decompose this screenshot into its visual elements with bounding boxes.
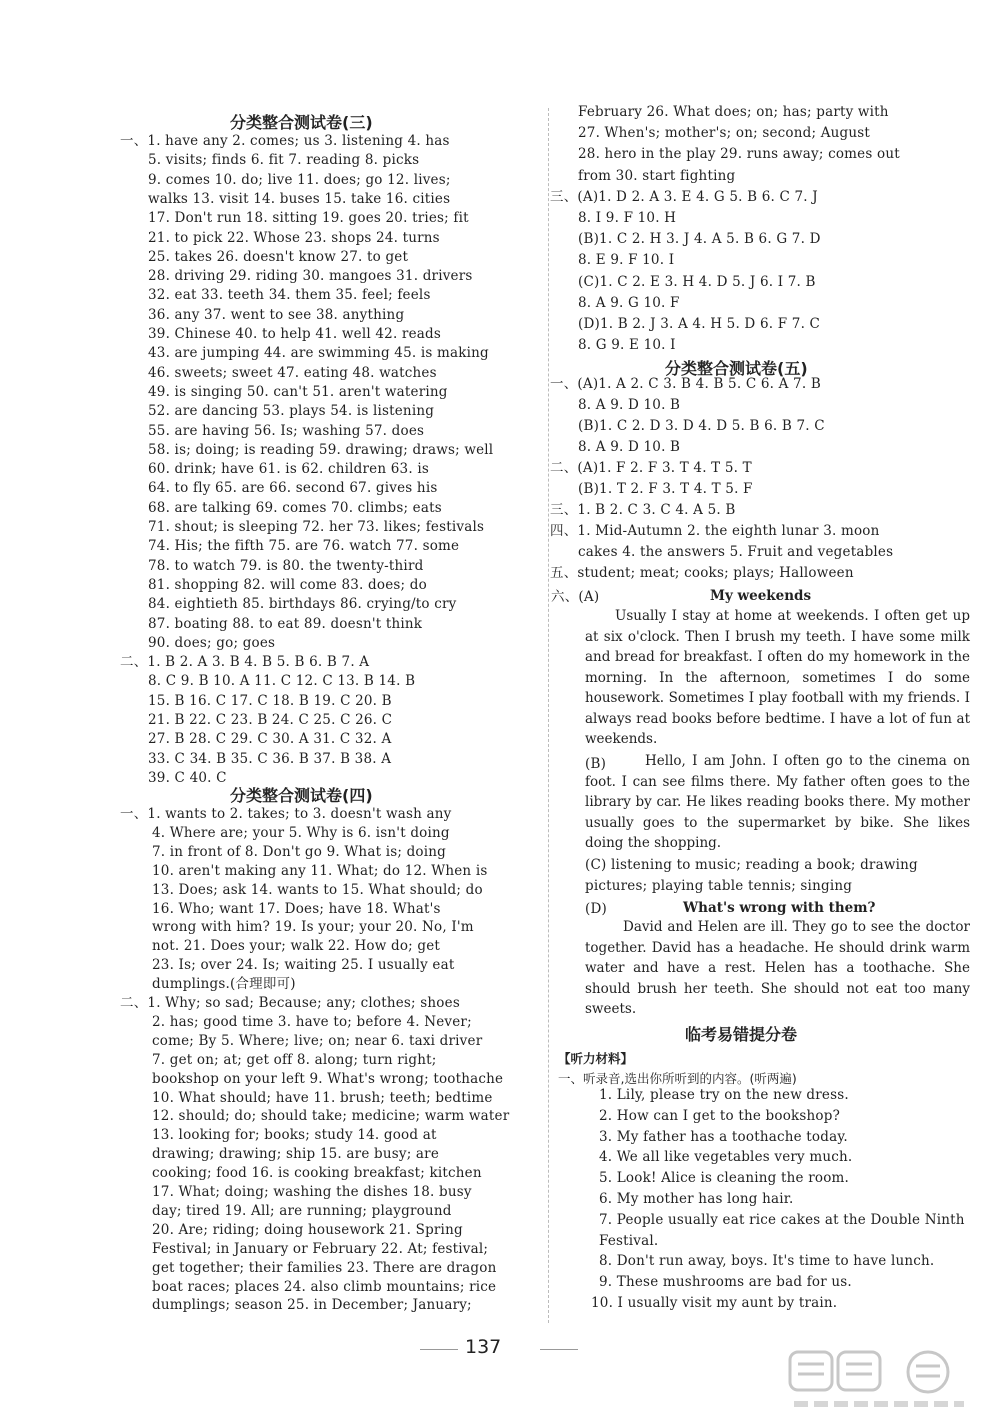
- part-six-label: 六、(A): [551, 589, 600, 605]
- answer-line: 一、1. wants to 2. takes; to 3. doesn't wash any: [120, 806, 452, 822]
- section-heading-4: 分类整合测试卷(四): [230, 786, 373, 805]
- section-heading-3: 分类整合测试卷(三): [230, 113, 373, 132]
- final-paper-heading: 临考易错提分卷: [685, 1025, 798, 1044]
- page-number-dash-right: [540, 1349, 578, 1350]
- answer-line: 三、1. B 2. C 3. C 4. A 5. B: [550, 502, 736, 518]
- answer-line: (D)1. B 2. J 3. A 4. H 5. D 6. F 7. C: [578, 316, 821, 332]
- answer-line: 五、student; meat; cooks; plays; Halloween: [550, 565, 854, 581]
- answer-line: 8. A 9. D 10. B: [578, 439, 681, 455]
- answer-line: 39. C 40. C: [148, 769, 227, 786]
- answer-line: 7. in front of 8. Don't go 9. What is; doing: [152, 843, 447, 860]
- answer-line: cakes 4. the answers 5. Fruit and vegetables: [578, 544, 894, 560]
- answer-line: (B)1. C 2. H 3. J 4. A 5. B 6. G 7. D: [578, 231, 821, 248]
- answer-line: 4. Where are; your 5. Why is 6. isn't doing: [152, 824, 450, 841]
- listening-item: 9. These mushrooms are bad for us.: [599, 1274, 852, 1291]
- essay-d-title: What's wrong with them?: [683, 900, 876, 916]
- listening-item: 1. Lily, please try on the new dress.: [599, 1087, 849, 1103]
- answer-line: pictures; playing table tennis; singing: [585, 878, 853, 894]
- listening-item: 7. People usually eat rice cakes at the Double Ninth: [599, 1211, 965, 1228]
- answer-line: 28. driving 29. riding 30. mangoes 31. drivers: [148, 268, 473, 285]
- column-divider: [548, 108, 549, 1323]
- answer-line: 一、(A)1. A 2. C 3. B 4. B 5. C 6. A 7. B: [550, 376, 821, 392]
- answer-line: 90. does; go; goes: [148, 634, 276, 651]
- answer-line: 55. are having 56. Is; washing 57. does: [148, 422, 425, 439]
- answer-line: 8. G 9. E 10. I: [578, 337, 676, 354]
- answer-line: wrong with him? 19. Is your; your 20. No, I'm: [152, 919, 474, 936]
- listening-item: 10. I usually visit my aunt by train.: [591, 1295, 838, 1311]
- answer-line: (B)1. C 2. D 3. D 4. D 5. B 6. B 7. C: [578, 418, 825, 434]
- answer-line: Festival; in January or February 22. At; festival;: [152, 1240, 489, 1257]
- answer-line: 71. shout; is sleeping 72. her 73. likes; festivals: [148, 519, 485, 535]
- answer-line: 13. looking for; books; study 14. good at: [152, 1127, 437, 1144]
- watermark-logo: [788, 1350, 973, 1412]
- answer-line: 10. What should; have 11. brush; teeth; bedtime: [152, 1089, 493, 1106]
- essay-a: [585, 606, 970, 750]
- answer-line: not. 21. Does your; walk 22. How do; get: [152, 938, 441, 955]
- answer-line: 15. B 16. C 17. C 18. B 19. C 20. B: [148, 692, 392, 709]
- answer-line: 78. to watch 79. is 80. the twenty-third: [148, 557, 424, 574]
- listening-instruction: 一、听录音,选出你所听到的内容。(听两遍): [558, 1071, 797, 1086]
- answer-line: 64. to fly 65. are 66. second 67. gives his: [148, 480, 438, 497]
- answer-line: 49. is singing 50. can't 51. aren't watering: [148, 383, 448, 400]
- listening-item: 8. Don't run away, boys. It's time to have lunch.: [599, 1253, 935, 1270]
- answer-line: 52. are dancing 53. plays 54. is listening: [148, 403, 435, 420]
- answer-line: 84. eightieth 85. birthdays 86. crying/to cry: [148, 596, 457, 613]
- page-number-dash-left: [420, 1349, 458, 1350]
- essay-a-title: My weekends: [710, 588, 812, 604]
- answer-line: boat races; places 24. also climb mountains; rice: [152, 1278, 497, 1295]
- answer-line: 13. Does; ask 14. wants to 15. What should; do: [152, 881, 483, 898]
- essay-d-text: David and Helen are ill. They go to see the doctor together. David has a headache. He should drink warm water and have a rest. Helen has a toothache. She should brush her teeth. She should not eat too many sweets.: [585, 919, 970, 1017]
- page-number: 137: [465, 1336, 502, 1358]
- answer-line: 58. is; doing; is reading 59. drawing; draws; well: [148, 441, 494, 458]
- answer-line: 8. C 9. B 10. A 11. C 12. C 13. B 14. B: [148, 673, 416, 690]
- answer-line: 17. Don't run 18. sitting 19. goes 20. tries; fit: [148, 210, 469, 227]
- answer-line: February 26. What does; on; has; party with: [578, 104, 889, 120]
- answer-line: 87. boating 88. to eat 89. doesn't think: [148, 615, 423, 632]
- answer-line: get together; their families 23. There are dragon: [152, 1259, 497, 1276]
- answer-line: come; By 5. Where; live; on; near 6. taxi driver: [152, 1032, 483, 1049]
- answer-line: 一、1. have any 2. comes; us 3. listening 4. has: [120, 133, 450, 149]
- answer-line: 36. any 37. went to see 38. anything: [148, 306, 405, 323]
- essay-b: [585, 751, 970, 854]
- answer-line: bookshop on your left 9. What's wrong; toothache: [152, 1070, 504, 1087]
- essay-b-label: (B): [585, 756, 607, 772]
- listening-item: 5. Look! Alice is cleaning the room.: [599, 1170, 850, 1187]
- answer-line: drawing; drawing; ship 15. are busy; are: [152, 1146, 440, 1163]
- answer-line: 二、1. Why; so sad; Because; any; clothes; shoes: [120, 995, 460, 1011]
- answer-line: 25. takes 26. doesn't know 27. to get: [148, 248, 409, 265]
- answer-line: 68. are talking 69. comes 70. climbs; eats: [148, 499, 442, 516]
- answer-line: 8. A 9. G 10. F: [578, 294, 680, 311]
- answer-line: cooking; food 16. is cooking breakfast; kitchen: [152, 1165, 482, 1182]
- answer-line: walks 13. visit 14. buses 15. take 16. cities: [148, 190, 451, 207]
- answer-line: 12. should; do; should take; medicine; warm water: [152, 1108, 510, 1125]
- answer-line: dumplings.(合理即可): [152, 976, 296, 993]
- answer-line: 43. are jumping 44. are swimming 45. is making: [148, 345, 489, 362]
- answer-line: 74. His; the fifth 75. are 76. watch 77. some: [148, 538, 460, 555]
- answer-line: 27. When's; mother's; on; second; August: [578, 125, 871, 142]
- essay-d-label: (D): [585, 901, 607, 917]
- section-heading-5: 分类整合测试卷(五): [665, 359, 808, 378]
- answer-line: 21. to pick 22. Whose 23. shops 24. turns: [148, 229, 440, 246]
- answer-line: (C) listening to music; reading a book; drawing: [585, 857, 918, 873]
- answer-line: 7. get on; at; get off 8. along; turn right;: [152, 1051, 437, 1068]
- answer-line: 20. Are; riding; doing housework 21. Spring: [152, 1221, 463, 1238]
- answer-line: 二、(A)1. F 2. F 3. T 4. T 5. T: [550, 460, 752, 476]
- answer-line: 5. visits; finds 6. fit 7. reading 8. picks: [148, 152, 420, 169]
- listening-item: 6. My mother has long hair.: [599, 1191, 794, 1207]
- answer-line: 二、1. B 2. A 3. B 4. B 5. B 6. B 7. A: [120, 654, 370, 671]
- essay-d: [585, 917, 970, 1020]
- listening-material-label: 【听力材料】: [558, 1051, 634, 1066]
- answer-line: 17. What; doing; washing the dishes 18. busy: [152, 1184, 472, 1200]
- answer-line: 三、(A)1. D 2. A 3. E 4. G 5. B 6. C 7. J: [550, 188, 818, 205]
- listening-item: 3. My father has a toothache today.: [599, 1128, 848, 1145]
- answer-line: dumplings; season 25. in December; January;: [152, 1297, 472, 1314]
- answer-line: 39. Chinese 40. to help 41. well 42. reads: [148, 326, 441, 342]
- answer-line: 28. hero in the play 29. runs away; comes out: [578, 146, 900, 163]
- answer-line: 16. Who; want 17. Does; have 18. What's: [152, 900, 441, 917]
- listening-item: Festival.: [599, 1232, 659, 1249]
- answer-line: day; tired 19. All; are running; playground: [152, 1202, 452, 1219]
- answer-line: 8. I 9. F 10. H: [578, 210, 677, 226]
- listening-item: 2. How can I get to the bookshop?: [599, 1107, 841, 1124]
- answer-line: 60. drink; have 61. is 62. children 63. is: [148, 461, 429, 478]
- answer-line: 21. B 22. C 23. B 24. C 25. C 26. C: [148, 712, 393, 728]
- answer-line: (B)1. T 2. F 3. T 4. T 5. F: [578, 481, 753, 497]
- essay-b-text: Hello, I am John. I often go to the cinema on foot. I can see films there. My father often goes to the library by car. He likes reading books there. My mother usually goes to the supermarket by bike. She likes doing the shopping.: [585, 753, 970, 851]
- answer-line: 32. eat 33. teeth 34. them 35. feel; feels: [148, 287, 431, 304]
- answer-line: from 30. start fighting: [578, 167, 736, 184]
- answer-line: 27. B 28. C 29. C 30. A 31. C 32. A: [148, 731, 392, 748]
- answer-line: 10. aren't making any 11. What; do 12. When is: [152, 862, 488, 879]
- answer-line: 8. E 9. F 10. I: [578, 252, 675, 269]
- answer-line: 33. C 34. B 35. C 36. B 37. B 38. A: [148, 750, 392, 767]
- answer-line: 81. shopping 82. will come 83. does; do: [148, 576, 427, 593]
- answer-line: (C)1. C 2. E 3. H 4. D 5. J 6. I 7. B: [578, 273, 816, 290]
- answer-line: 2. has; good time 3. have to; before 4. Never;: [152, 1013, 472, 1030]
- answer-line: 23. Is; over 24. Is; waiting 25. I usually eat: [152, 957, 455, 974]
- answer-line: 9. comes 10. do; live 11. does; go 12. lives;: [148, 171, 451, 188]
- answer-line: 四、1. Mid-Autumn 2. the eighth lunar 3. moon: [550, 523, 880, 539]
- listening-item: 4. We all like vegetables very much.: [599, 1149, 853, 1166]
- essay-a-text: Usually I stay at home at weekends. I often get up at six o'clock. Then I brush my teeth. I have some milk and bread for breakfast. I often do my homework in the morning. In the afternoon, sometimes I do some housework. Sometimes I play football with my friends. I always read books before bedtime. I have a lot of fun at weekends.: [585, 608, 970, 747]
- answer-line: 8. A 9. D 10. B: [578, 397, 681, 413]
- answer-line: 46. sweets; sweet 47. eating 48. watches: [148, 364, 437, 381]
